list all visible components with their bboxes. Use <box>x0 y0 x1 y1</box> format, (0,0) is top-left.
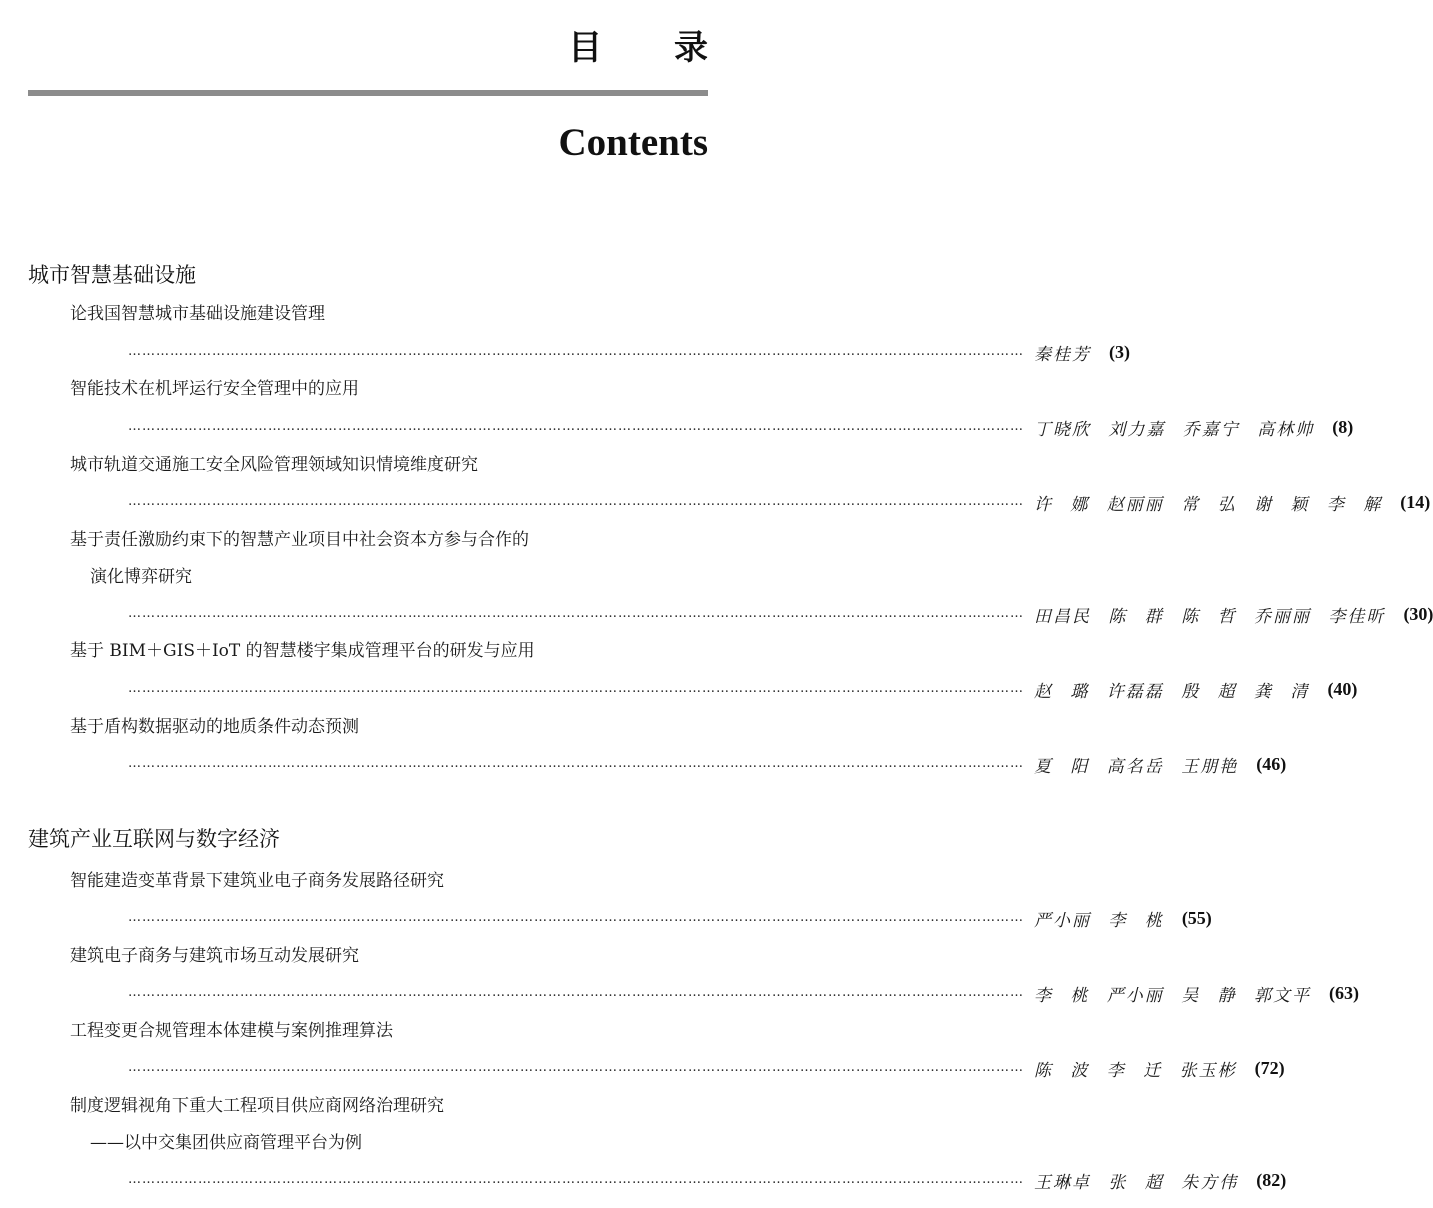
toc-entry-title[interactable]: 城市轨道交通施工安全风险管理领域知识情境维度研究 <box>70 455 478 475</box>
entry-page-number[interactable]: (40) <box>1327 678 1358 699</box>
entry-page-number[interactable]: (82) <box>1256 1169 1287 1190</box>
entry-page-number[interactable]: (46) <box>1256 753 1287 774</box>
leader-dots: ………………………………………………………………………………………………………………………………………………………………………… <box>128 1172 1024 1187</box>
toc-entry-title-continued[interactable]: 演化博弈研究 <box>90 567 192 587</box>
entry-page-number[interactable]: (3) <box>1109 341 1130 362</box>
entry-page-number[interactable]: (72) <box>1254 1057 1285 1078</box>
leader-dots: ………………………………………………………………………………………………………………………………………………………………………… <box>128 985 1024 1000</box>
toc-entry-title[interactable]: 智能技术在机坪运行安全管理中的应用 <box>70 379 359 399</box>
entry-page-number[interactable]: (14) <box>1400 491 1431 512</box>
leader-dots: ………………………………………………………………………………………………………………………………………………………………………… <box>128 756 1024 771</box>
toc-entry-title[interactable]: 论我国智慧城市基础设施建设管理 <box>70 304 325 324</box>
entry-authors: 王琳卓 张 超 朱方伟 <box>1034 1172 1239 1193</box>
toc-entry-title[interactable]: 建筑电子商务与建筑市场互动发展研究 <box>70 946 359 966</box>
entry-authors: 许 娜 赵丽丽 常 弘 谢 颖 李 解 <box>1034 494 1383 515</box>
toc-entry-title[interactable]: 智能建造变革背景下建筑业电子商务发展路径研究 <box>70 871 444 891</box>
title-divider <box>28 90 708 96</box>
entry-authors: 严小丽 李 桃 <box>1034 910 1164 931</box>
toc-entry-title[interactable]: 制度逻辑视角下重大工程项目供应商网络治理研究 <box>70 1096 444 1116</box>
toc-entry-title[interactable]: 工程变更合规管理本体建模与案例推理算法 <box>70 1021 393 1041</box>
entry-authors: 李 桃 严小丽 吴 静 郭文平 <box>1034 985 1312 1006</box>
toc-entry-title[interactable]: 基于责任激励约束下的智慧产业项目中社会资本方参与合作的 <box>70 530 529 550</box>
toc-entry-meta <box>128 979 1360 1007</box>
toc-entry-meta <box>128 338 1130 366</box>
toc-entry-meta <box>128 600 1433 628</box>
entry-page-number[interactable]: (63) <box>1329 982 1360 1003</box>
section-title: 建筑产业互联网与数字经济 <box>28 827 280 851</box>
toc-entry-meta <box>128 413 1354 441</box>
entry-page-number[interactable]: (55) <box>1181 907 1212 928</box>
entry-authors: 丁晓欣 刘力嘉 乔嘉宁 高林帅 <box>1034 419 1315 440</box>
entry-authors: 秦桂芳 <box>1034 344 1091 365</box>
leader-dots: ………………………………………………………………………………………………………………………………………………………………………… <box>128 494 1024 509</box>
leader-dots: ………………………………………………………………………………………………………………………………………………………………………… <box>128 419 1024 434</box>
toc-entry-meta <box>128 1166 1287 1194</box>
toc-entry-meta <box>128 488 1431 516</box>
leader-dots: ………………………………………………………………………………………………………………………………………………………………………… <box>128 606 1024 621</box>
entry-authors: 田昌民 陈 群 陈 哲 乔丽丽 李佳昕 <box>1034 606 1386 627</box>
entry-authors: 陈 波 李 迁 张玉彬 <box>1034 1060 1237 1081</box>
leader-dots: ………………………………………………………………………………………………………………………………………………………………………… <box>128 681 1024 696</box>
toc-entry-title-continued[interactable]: ——以中交集团供应商管理平台为例 <box>90 1133 362 1153</box>
leader-dots: ………………………………………………………………………………………………………………………………………………………………………… <box>128 344 1024 359</box>
leader-dots: ………………………………………………………………………………………………………………………………………………………………………… <box>128 910 1024 925</box>
toc-entry-meta <box>128 675 1358 703</box>
entry-page-number[interactable]: (30) <box>1403 603 1433 624</box>
entry-authors: 赵 璐 许磊磊 殷 超 龚 清 <box>1034 681 1310 702</box>
page-title: 目 录 <box>568 28 738 68</box>
entry-page-number[interactable]: (8) <box>1332 416 1354 437</box>
entry-authors: 夏 阳 高名岳 王朋艳 <box>1034 756 1239 777</box>
toc-entry-meta <box>128 904 1212 932</box>
section-title: 城市智慧基础设施 <box>28 263 196 287</box>
toc-entry-title[interactable]: 基于盾构数据驱动的地质条件动态预测 <box>70 717 359 737</box>
toc-entry-meta <box>128 750 1287 778</box>
toc-entry-meta <box>128 1054 1285 1082</box>
leader-dots: ………………………………………………………………………………………………………………………………………………………………………… <box>128 1060 1024 1075</box>
toc-entry-title[interactable]: 基于 BIM＋GIS＋IoT 的智慧楼宇集成管理平台的研发与应用 <box>70 641 535 661</box>
contents-heading: Contents <box>558 121 708 164</box>
